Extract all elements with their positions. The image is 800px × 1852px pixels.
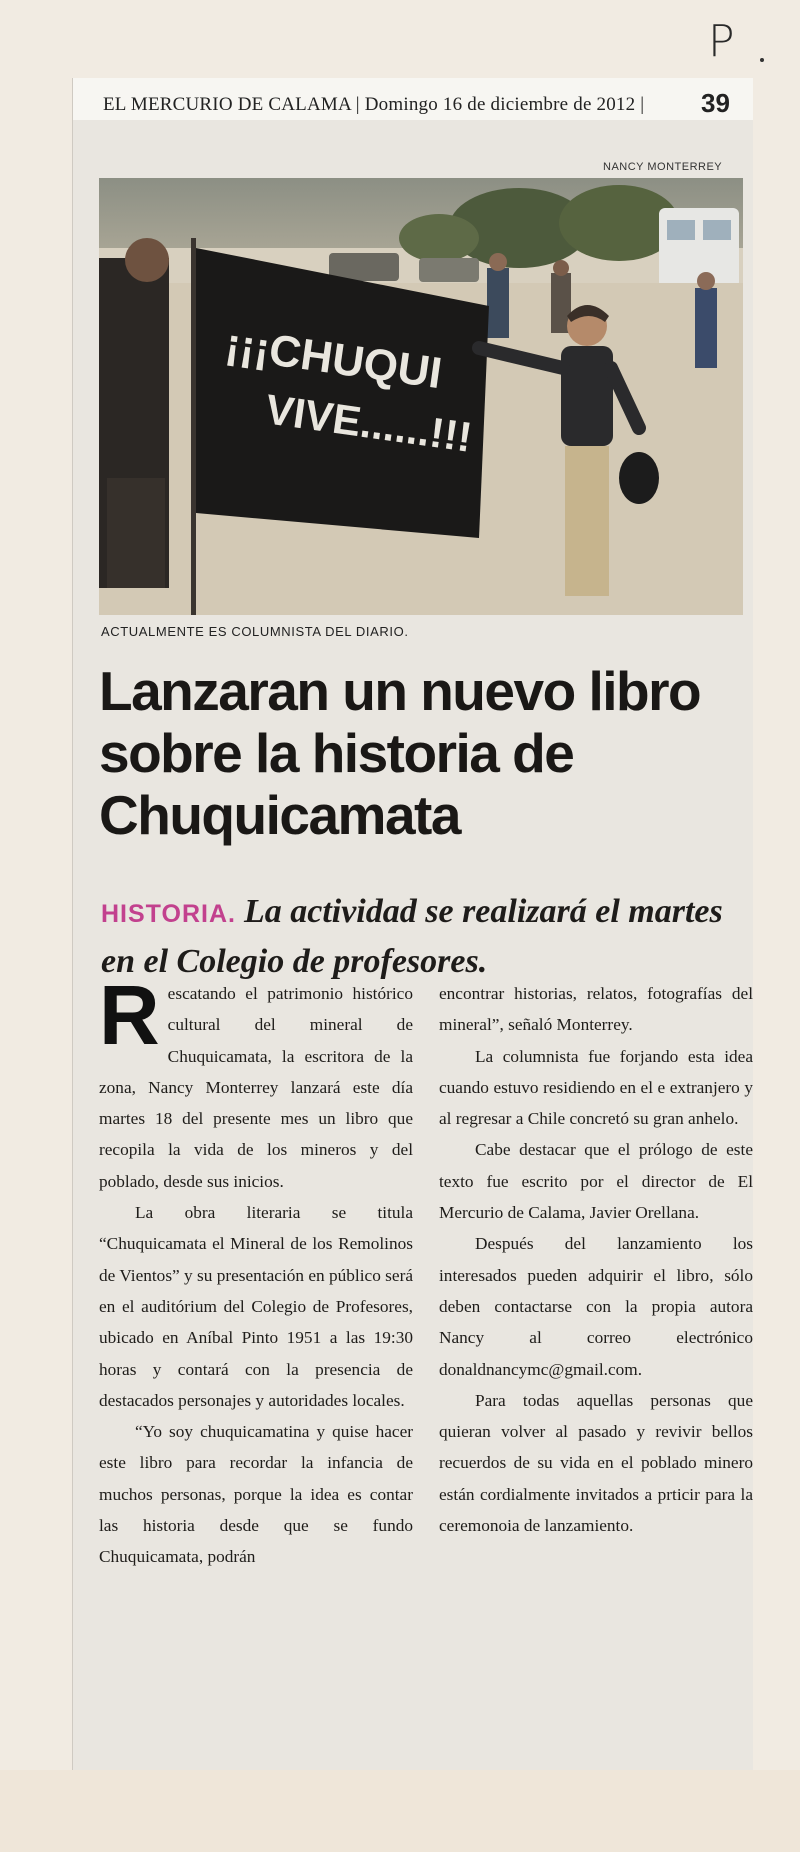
photo-credit: NANCY MONTERREY <box>603 161 723 173</box>
paragraph: Rescatando el patrimonio histórico cultural del mineral de Chuquicamata, la escritora de la zona, Nancy Monterrey lanzará este día martes 18 del presente mes un libro que recopila la vida de los mineros y del poblado, desde sus inicios. <box>99 968 413 1191</box>
deck-text: La actividad se realizará el martes en el Colegio de profesores. <box>101 893 723 980</box>
scan-margin <box>0 1770 800 1852</box>
paragraph: Cabe destacar que el prólogo de este texto fue escrito por el director de El Mercurio de Calama, Javier Orellana. <box>439 1140 753 1223</box>
article-photo <box>99 178 743 615</box>
article-column-1 <box>99 968 413 1573</box>
page-header <box>73 78 753 120</box>
pen-dot <box>760 58 764 62</box>
article-column-2 <box>439 978 753 1541</box>
paragraph: Después del lanzamiento los interesados pueden adquirir el libro, sólo deben contactarse con la propia autora Nancy al correo electrónico donaldnancymc@gmail.com. <box>439 1234 753 1379</box>
banner-text-line1: ¡¡¡CHUQUI <box>222 319 445 399</box>
drop-cap: R <box>99 968 160 1062</box>
paragraph: La columnista fue forjando esta idea cuando estuvo residiendo en el e extranjero y al regresar a Chile concretó su gran anhelo. <box>439 1046 753 1129</box>
page-number: 39 <box>701 88 730 118</box>
photo-illustration <box>99 178 743 615</box>
banner-text-line2: VIVE......!!! <box>262 385 475 461</box>
paragraph: encontrar historias, relatos, fotografías del mineral”, señaló Monterrey. <box>439 984 753 1035</box>
handwritten-page-mark: P <box>708 16 735 67</box>
paragraph: La obra literaria se titula “Chuquicamata el Mineral de los Remolinos de Vientos” y su presentación en público será en el auditórium del Colegio de Profesores, ubicado en Aníbal Pinto 1951 a las 19:30 horas y contará con la presencia de destacados personajes y autoridades locales. <box>99 1203 413 1410</box>
article-deck <box>101 888 741 986</box>
paragraph: “Yo soy chuquicamatina y quise hacer este libro para recordar la infancia de muchos personas, porque la idea es contar las historia desde que se fundo Chuquicamata, podrán <box>99 1422 413 1567</box>
newspaper-clipping <box>72 78 753 1780</box>
article-headline: Lanzaran un nuevo libro sobre la historia de Chuquicamata <box>99 660 701 846</box>
newspaper-dateline: EL MERCURIO DE CALAMA | Domingo 16 de diciembre de 2012 | <box>103 94 645 115</box>
photo-caption: ACTUALMENTE ES COLUMNISTA DEL DIARIO. <box>101 624 409 639</box>
section-kicker: HISTORIA. <box>101 900 236 928</box>
paragraph: Para todas aquellas personas que quieran volver al pasado y revivir bellos recuerdos de su vida en el poblado minero están cordialmente invitados a prticir para la ceremonoia de lanzamiento. <box>439 1390 753 1536</box>
